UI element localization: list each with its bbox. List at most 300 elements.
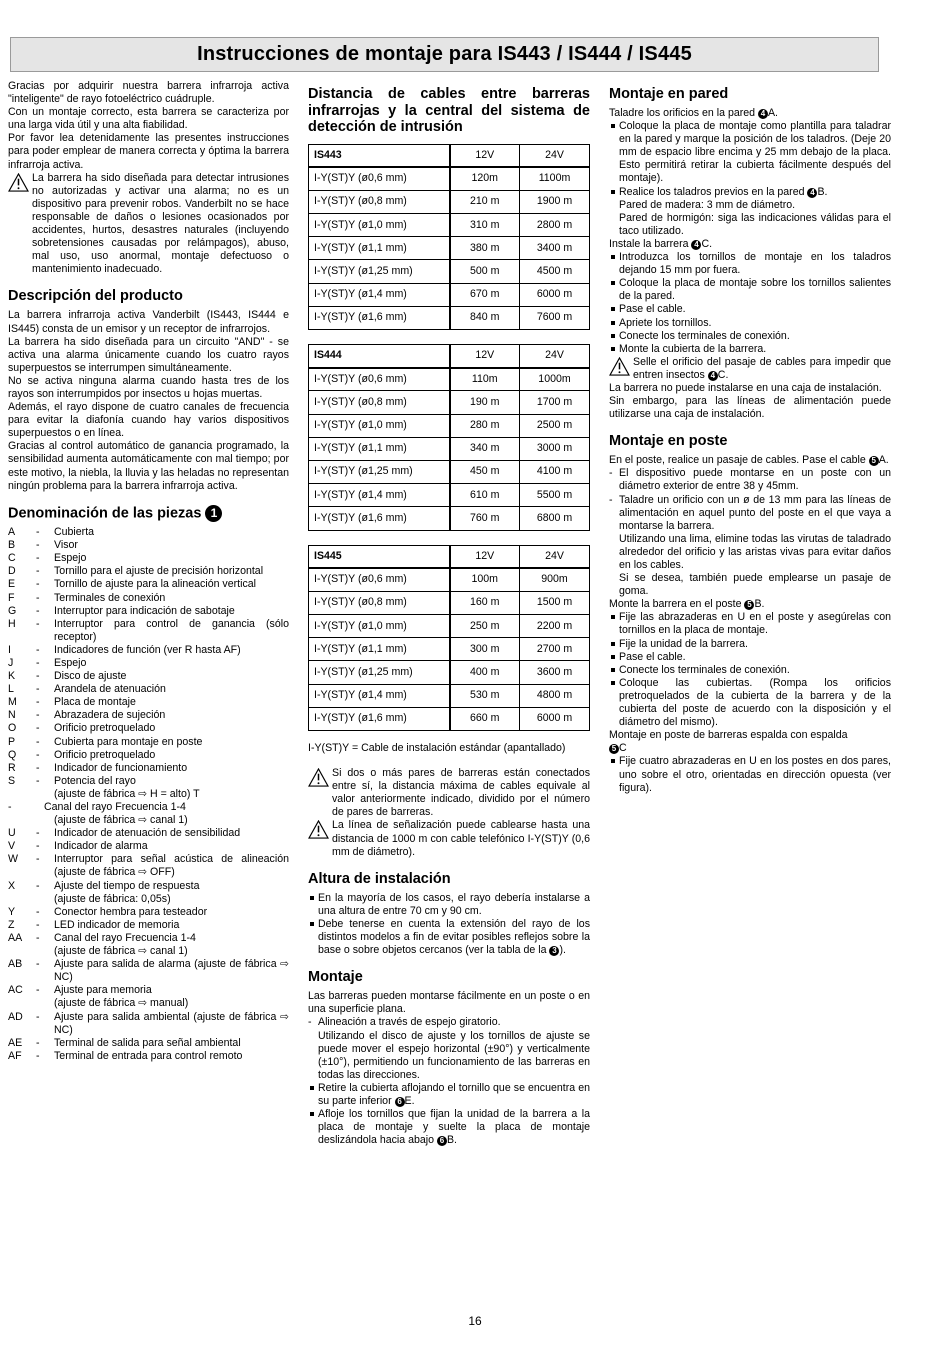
parts-list-item bbox=[8, 736, 289, 749]
parts-list-key: I bbox=[8, 643, 11, 656]
bullet-item: Fije cuatro abrazaderas en U en los postes en dos pares, uno sobre el otro, orientadas en dirección opuesta (ver figura). bbox=[609, 755, 891, 794]
parts-list-item bbox=[8, 880, 289, 893]
parts-list-key: D bbox=[8, 565, 16, 578]
bullet-text: Realice los taladros previos en la pared bbox=[619, 185, 808, 198]
parts-list-sep: - bbox=[36, 656, 40, 669]
parts-list-item bbox=[8, 853, 289, 879]
warning-icon bbox=[308, 820, 329, 839]
table-cell-24v: 6000 m bbox=[520, 283, 590, 306]
parts-list-item bbox=[8, 670, 289, 683]
parts-list-sep: - bbox=[36, 905, 40, 918]
parts-list-key: AD bbox=[8, 1010, 23, 1023]
parts-list-value: Arandela de atenuación bbox=[54, 683, 166, 696]
table-cell-24v: 6000 m bbox=[520, 707, 590, 730]
paragraph-text: A. bbox=[767, 107, 778, 119]
table-cell-12v: 280 m bbox=[450, 414, 520, 437]
table-row bbox=[309, 190, 590, 213]
table-cell-12v: 310 m bbox=[450, 214, 520, 237]
parts-list-item bbox=[8, 539, 289, 552]
table-header-cell: 24V bbox=[520, 345, 590, 368]
warning-text: La línea de señalización puede cablearse hasta una distancia de 1000 m con cable telefónico I-Y(ST)Y (0,6 mm de diámetro). bbox=[332, 819, 590, 858]
table-row bbox=[309, 237, 590, 260]
section-heading: Distancia de cables entre barreras infrarrojas y la central del sistema de detección de intrusión bbox=[308, 86, 590, 135]
figure-number-badge: 4 bbox=[758, 109, 768, 119]
table-cell-cable: I-Y(ST)Y (ø1,4 mm) bbox=[309, 283, 450, 306]
table-cell-12v: 120m bbox=[450, 167, 520, 190]
parts-list-value: Interruptor para control de ganancia (sólo receptor) bbox=[54, 617, 289, 643]
table-cell-cable: I-Y(ST)Y (ø1,1 mm) bbox=[309, 237, 450, 260]
parts-list-item bbox=[8, 932, 289, 945]
paragraph: Pared de hormigón: siga las indicaciones válidas para el taco utilizado. bbox=[619, 211, 891, 237]
table-cell-cable: I-Y(ST)Y (ø1,0 mm) bbox=[309, 214, 450, 237]
parts-list-value: Terminal de salida para señal ambiental bbox=[54, 1036, 241, 1049]
warning-note bbox=[609, 356, 891, 382]
section-heading-text: Denominación de las piezas bbox=[8, 505, 202, 522]
parts-list-item bbox=[8, 722, 289, 735]
page-number: 16 bbox=[468, 1314, 482, 1328]
parts-list-item bbox=[8, 801, 289, 814]
parts-list-value: Ajuste para memoria bbox=[54, 984, 152, 997]
table-cell-12v: 400 m bbox=[450, 661, 520, 684]
section-heading: Montaje en poste bbox=[609, 433, 728, 450]
table-row bbox=[309, 507, 590, 530]
parts-list-key bbox=[8, 893, 36, 906]
paragraph bbox=[609, 454, 891, 467]
parts-list-sep: - bbox=[36, 1036, 40, 1049]
warning-text: Si dos o más pares de barreras están conectados entre sí, la distancia máxima de cables equivale al valor anteriormente indicado, dividido por el número de pares de barreras. bbox=[332, 767, 590, 819]
parts-list-item bbox=[8, 1050, 289, 1063]
parts-list-sep: - bbox=[36, 958, 40, 971]
bullet-text: B. bbox=[817, 185, 828, 198]
bullet-text: ). bbox=[559, 944, 566, 957]
table-cell-24v: 4100 m bbox=[520, 460, 590, 483]
parts-list-sep: - bbox=[36, 552, 40, 565]
parts-list-sep: - bbox=[36, 643, 40, 656]
warning-note bbox=[8, 172, 289, 277]
table-cell-cable: I-Y(ST)Y (ø0,6 mm) bbox=[309, 568, 450, 591]
table-cell-12v: 530 m bbox=[450, 684, 520, 707]
paragraph bbox=[609, 238, 891, 251]
bullet-text: Debe tenerse en cuenta la extensión del rayo de los distintos modelos a fin de evitar posibles reflejos sobre la base o sobre objetos cercanos (ver la tabla de la bbox=[318, 917, 590, 957]
table-cell-cable: I-Y(ST)Y (ø1,1 mm) bbox=[309, 638, 450, 661]
table-header-cell: 12V bbox=[450, 144, 520, 167]
parts-list-sep: - bbox=[36, 565, 40, 578]
bullet-item: En la mayoría de los casos, el rayo debería instalarse a una altura de entre 70 cm y 90 cm. bbox=[308, 892, 590, 918]
parts-list-item bbox=[8, 814, 289, 827]
parts-list-value: Orificio pretroquelado bbox=[54, 722, 156, 735]
parts-list-value: Indicador de funcionamiento bbox=[54, 761, 188, 774]
table-row bbox=[309, 283, 590, 306]
parts-list-item bbox=[8, 1037, 289, 1050]
parts-list-sep: - bbox=[36, 578, 40, 591]
cable-tables bbox=[308, 144, 590, 732]
parts-list-key: K bbox=[8, 670, 16, 683]
parts-list-key: J bbox=[8, 656, 14, 669]
table-cell-24v: 4800 m bbox=[520, 684, 590, 707]
column-left bbox=[8, 80, 289, 1063]
parts-list-key: U bbox=[8, 827, 16, 840]
parts-list-key: V bbox=[8, 840, 16, 853]
table-row bbox=[309, 214, 590, 237]
table-cell-24v: 2800 m bbox=[520, 214, 590, 237]
paragraph-text: En el poste, realice un pasaje de cables. Pase el cable bbox=[609, 454, 869, 467]
table-cell-12v: 840 m bbox=[450, 306, 520, 329]
table-cell-24v: 1500 m bbox=[520, 591, 590, 614]
paragraph: Utilizando una lima, elimine todas las virutas de taladrado alrededor del orificio y las aristas vivas para evitar daños en los cables. bbox=[619, 532, 891, 571]
table-cell-12v: 100m bbox=[450, 568, 520, 591]
table-cell-cable: I-Y(ST)Y (ø1,0 mm) bbox=[309, 615, 450, 638]
warning-text: La barrera ha sido diseñada para detectar intrusiones no autorizadas y activar una alarma; no es un dispositivo para prevenir robos. Vanderbilt no se hace responsable de daños o lesiones ocasionados por accidentes, hurtos, desastres naturales (incluyendo sobretensiones causadas por relámpagos), abuso, mal uso, uso anormal, montaje defectuoso o mantenimiento inadecuado. bbox=[32, 171, 289, 276]
parts-list-key: G bbox=[8, 604, 17, 617]
table-cell-24v: 900m bbox=[520, 568, 590, 591]
paragraph: Utilizando el disco de ajuste y los tornillos de ajuste se puede mover el espejo horizontal (±90°) y verticalmente (±10°), permitiendo un funcionamiento de las barreras en todas las direcciones. bbox=[318, 1029, 590, 1081]
table-row bbox=[309, 437, 590, 460]
paragraph bbox=[609, 598, 891, 611]
cable-note: I-Y(ST)Y = Cable de instalación estándar (apantallado) bbox=[308, 742, 566, 754]
table-header-row bbox=[309, 545, 590, 568]
table-cell-12v: 670 m bbox=[450, 283, 520, 306]
table-cell-12v: 340 m bbox=[450, 437, 520, 460]
parts-list-sep: - bbox=[36, 526, 40, 539]
table-cell-12v: 660 m bbox=[450, 707, 520, 730]
section-heading: Descripción del producto bbox=[8, 288, 183, 305]
figure-number-badge: 1 bbox=[205, 505, 222, 522]
parts-list-sep: - bbox=[36, 840, 40, 853]
bullet-item: Conecte los terminales de conexión. bbox=[609, 664, 891, 677]
paragraph: Las barreras pueden montarse fácilmente en un poste o en una superficie plana. bbox=[308, 990, 590, 1016]
table-cell-cable: I-Y(ST)Y (ø1,0 mm) bbox=[309, 414, 450, 437]
parts-list-item bbox=[8, 683, 289, 696]
parts-list-item bbox=[8, 644, 289, 657]
warning-icon bbox=[8, 173, 29, 192]
parts-list-item bbox=[8, 958, 289, 984]
cable-distance-table bbox=[308, 344, 590, 531]
parts-list-item bbox=[8, 605, 289, 618]
parts-list-item bbox=[8, 788, 289, 801]
parts-list-key: R bbox=[8, 761, 16, 774]
intro-paragraph: Por favor lea detenidamente las presentes instrucciones para poder emplear de manera correcta y óptima la barrera infrarroja activa. bbox=[8, 132, 289, 171]
figure-number-badge: 6 bbox=[437, 1136, 447, 1146]
warning-icon bbox=[308, 768, 329, 787]
bullet-text: B. bbox=[446, 1134, 457, 1147]
paragraph-text: Instale la barrera bbox=[609, 237, 692, 250]
table-cell-cable: I-Y(ST)Y (ø1,6 mm) bbox=[309, 507, 450, 530]
parts-list-sep: - bbox=[36, 696, 40, 709]
table-cell-24v: 2700 m bbox=[520, 638, 590, 661]
parts-list-item bbox=[8, 696, 289, 709]
parts-list-sep: - bbox=[36, 722, 40, 735]
parts-list-key: F bbox=[8, 591, 15, 604]
bullet-item: Coloque la placa de montaje como plantilla para taladrar en la pared y marque la posición de los taladros. (Deje 20 mm de espacio libre encima y 25 mm debajo de la placa. Esto permitirá retirar la cubierta fácilmente después del montaje). bbox=[609, 120, 891, 185]
parts-list-key: Q bbox=[8, 748, 17, 761]
parts-list-key: - bbox=[8, 801, 12, 814]
parts-list-key: C bbox=[8, 552, 16, 565]
parts-list-sep bbox=[36, 788, 54, 801]
parts-list-key: AE bbox=[8, 1036, 23, 1049]
table-cell-12v: 250 m bbox=[450, 615, 520, 638]
parts-list-sep: - bbox=[36, 931, 40, 944]
parts-list-value: Abrazadera de sujeción bbox=[54, 709, 166, 722]
parts-list-item bbox=[8, 945, 289, 958]
paragraph bbox=[609, 729, 891, 755]
parts-list-key: M bbox=[8, 696, 17, 709]
parts-list-item bbox=[8, 552, 289, 565]
table-cell-12v: 160 m bbox=[450, 591, 520, 614]
paragraph: Gracias al control automático de ganancia programado, la sensibilidad aumenta automáticamente con mal tiempo; por este motivo, la niebla, la lluvia y las heladas no representan ningún problema para la barrera infrarroja activa. bbox=[8, 440, 289, 492]
section-heading bbox=[8, 505, 289, 522]
table-cell-24v: 1900 m bbox=[520, 190, 590, 213]
parts-list-value: Indicador de atenuación de sensibilidad bbox=[54, 827, 241, 840]
bullet-text: E. bbox=[404, 1094, 415, 1107]
parts-list-key: S bbox=[8, 774, 16, 787]
parts-list-sep: - bbox=[36, 774, 40, 787]
dash-text: Alineación a través de espejo giratorio. bbox=[318, 1016, 501, 1029]
table-row bbox=[309, 414, 590, 437]
parts-list bbox=[8, 526, 289, 1063]
table-header-cell: 24V bbox=[520, 144, 590, 167]
parts-list-sep: - bbox=[36, 1049, 40, 1062]
parts-list-sep bbox=[36, 814, 54, 827]
parts-list-sep: - bbox=[36, 709, 40, 722]
parts-list-item bbox=[8, 592, 289, 605]
table-cell-12v: 760 m bbox=[450, 507, 520, 530]
warning-note bbox=[308, 767, 590, 819]
parts-list-value: (ajuste de fábrica: 0,05s) bbox=[54, 892, 171, 905]
paragraph: La barrera infrarroja activa Vanderbilt (IS443, IS444 e IS445) consta de un emisor y un receptor de infrarrojos. bbox=[8, 309, 289, 335]
paragraph: La barrera ha sido diseñada para un circuito "AND" - se activa una alarma únicamente cuando los cuatro rayos superpuestos se interrumpen simultáneamente. bbox=[8, 335, 289, 374]
dash-text: El dispositivo puede montarse en un poste con un diámetro exterior de entre 38 y 45mm. bbox=[619, 467, 891, 493]
parts-list-item bbox=[8, 1011, 289, 1037]
bullet-text: Retire la cubierta aflojando el tornillo que se encuentra en su parte inferior bbox=[318, 1081, 590, 1107]
figure-number-badge: 4 bbox=[691, 240, 701, 250]
bullet-item: Fije la unidad de la barrera. bbox=[609, 638, 891, 651]
bullet-item: Conecte los terminales de conexión. bbox=[609, 330, 891, 343]
paragraph-text: Monte la barrera en el poste bbox=[609, 598, 745, 611]
parts-list-key: AB bbox=[8, 958, 23, 971]
paragraph: Además, el rayo dispone de cuatro canales de frecuencia para evitar la diafonía cuando hay varios dispositivos superpuestos o en línea. bbox=[8, 401, 289, 440]
table-row bbox=[309, 391, 590, 414]
parts-list-value: Espejo bbox=[54, 552, 87, 565]
table-row bbox=[309, 568, 590, 591]
table-cell-cable: I-Y(ST)Y (ø0,8 mm) bbox=[309, 190, 450, 213]
parts-list-value: Orificio pretroquelado bbox=[54, 748, 156, 761]
bullet-item: Coloque la placa de montaje sobre los tornillos salientes de la pared. bbox=[609, 277, 891, 303]
parts-list-sep bbox=[36, 945, 54, 958]
parts-list-key: H bbox=[8, 617, 16, 630]
table-row bbox=[309, 684, 590, 707]
paragraph-text: Taladre los orificios en la pared bbox=[609, 107, 758, 119]
parts-list-item bbox=[8, 919, 289, 932]
parts-list-key: AA bbox=[8, 931, 23, 944]
table-row bbox=[309, 460, 590, 483]
table-cell-24v: 5500 m bbox=[520, 484, 590, 507]
paragraph: No se activa ninguna alarma cuando hasta tres de los rayos son interrumpidos por insectos u hojas muertas. bbox=[8, 374, 289, 400]
parts-list-item bbox=[8, 893, 289, 906]
table-cell-12v: 610 m bbox=[450, 484, 520, 507]
bullet-text: Afloje los tornillos que fijan la unidad de la barrera a la placa de montaje y suelte la placa de montaje deslizándola hacia abajo bbox=[318, 1108, 590, 1147]
parts-list-value: Canal del rayo Frecuencia 1-4 bbox=[44, 801, 186, 814]
table-row bbox=[309, 306, 590, 329]
figure-number-badge: 3 bbox=[549, 946, 559, 956]
cable-distance-table bbox=[308, 545, 590, 732]
table-cell-24v: 7600 m bbox=[520, 306, 590, 329]
table-row bbox=[309, 661, 590, 684]
table-cell-24v: 2200 m bbox=[520, 615, 590, 638]
table-header-row bbox=[309, 345, 590, 368]
table-model-cell: IS444 bbox=[309, 345, 450, 368]
paragraph-text: B. bbox=[754, 598, 765, 611]
table-header-cell: 12V bbox=[450, 545, 520, 568]
table-cell-cable: I-Y(ST)Y (ø0,8 mm) bbox=[309, 391, 450, 414]
table-cell-cable: I-Y(ST)Y (ø0,6 mm) bbox=[309, 167, 450, 190]
bullet-item: Introduzca los tornillos de montaje en los taladros dejando 15 mm por fuera. bbox=[609, 251, 891, 277]
table-cell-cable: I-Y(ST)Y (ø1,4 mm) bbox=[309, 484, 450, 507]
parts-list-sep: - bbox=[36, 748, 40, 761]
parts-list-key: L bbox=[8, 683, 14, 696]
table-model-cell: IS443 bbox=[309, 144, 450, 167]
parts-list-sep: - bbox=[36, 735, 40, 748]
parts-list-sep bbox=[36, 893, 54, 906]
figure-number-badge: 4 bbox=[708, 371, 718, 381]
figure-number-badge: 5 bbox=[869, 456, 879, 466]
parts-list-value: Terminales de conexión bbox=[54, 591, 166, 604]
parts-list-value: Potencia del rayo bbox=[54, 774, 136, 787]
table-header-cell: 12V bbox=[450, 345, 520, 368]
parts-list-value: Disco de ajuste bbox=[54, 670, 127, 683]
parts-list-sep: - bbox=[36, 761, 40, 774]
table-cell-12v: 300 m bbox=[450, 638, 520, 661]
dash-item: - Taladre un orificio con un ø de 13 mm para las líneas de alimentación en aquel punto del poste en el que vaya a montarse la barrera. bbox=[609, 493, 891, 532]
table-cell-cable: I-Y(ST)Y (ø1,25 mm) bbox=[309, 260, 450, 283]
table-cell-cable: I-Y(ST)Y (ø1,25 mm) bbox=[309, 661, 450, 684]
table-cell-24v: 1000m bbox=[520, 368, 590, 391]
parts-list-key: E bbox=[8, 578, 16, 591]
table-cell-24v: 3400 m bbox=[520, 237, 590, 260]
table-row bbox=[309, 707, 590, 730]
parts-list-sep bbox=[26, 801, 44, 814]
parts-list-value: Interruptor para señal acústica de alineación (ajuste de fábrica ⇨ OFF) bbox=[54, 853, 289, 879]
parts-list-key: W bbox=[8, 853, 18, 866]
table-row bbox=[309, 591, 590, 614]
table-cell-12v: 110m bbox=[450, 368, 520, 391]
table-cell-cable: I-Y(ST)Y (ø0,6 mm) bbox=[309, 368, 450, 391]
parts-list-sep: - bbox=[36, 984, 40, 997]
parts-list-item bbox=[8, 906, 289, 919]
table-cell-12v: 210 m bbox=[450, 190, 520, 213]
bullet-item bbox=[308, 1108, 590, 1147]
parts-list-sep: - bbox=[36, 918, 40, 931]
parts-list-item bbox=[8, 578, 289, 591]
parts-list-item bbox=[8, 984, 289, 997]
parts-list-key bbox=[8, 945, 36, 958]
figure-number-badge: 5 bbox=[609, 744, 619, 754]
table-model-cell: IS445 bbox=[309, 545, 450, 568]
parts-list-key: P bbox=[8, 735, 16, 748]
parts-list-key: A bbox=[8, 526, 16, 539]
dash-item: - Alineación a través de espejo giratorio. bbox=[308, 1016, 501, 1029]
parts-list-item bbox=[8, 526, 289, 539]
parts-list-key: AC bbox=[8, 984, 23, 997]
table-cell-12v: 190 m bbox=[450, 391, 520, 414]
table-cell-12v: 450 m bbox=[450, 460, 520, 483]
table-cell-cable: I-Y(ST)Y (ø1,25 mm) bbox=[309, 460, 450, 483]
parts-list-key bbox=[8, 814, 36, 827]
parts-list-item bbox=[8, 775, 289, 788]
parts-list-sep: - bbox=[36, 879, 40, 892]
paragraph-text: A. bbox=[878, 454, 889, 467]
parts-list-value: Espejo bbox=[54, 656, 87, 669]
intro-paragraph: Con un montaje correcto, esta barrera se caracteriza por una larga vida útil y una alta fiabilidad. bbox=[8, 106, 289, 132]
parts-list-item bbox=[8, 657, 289, 670]
parts-list-value: Ajuste para salida de alarma (ajuste de fábrica ⇨ NC) bbox=[54, 958, 289, 984]
warning-note bbox=[308, 819, 590, 858]
table-cell-24v: 4500 m bbox=[520, 260, 590, 283]
parts-list-item bbox=[8, 749, 289, 762]
bullet-item bbox=[609, 186, 891, 199]
paragraph: Si se desea, también puede emplearse un pasaje de goma. bbox=[619, 572, 891, 598]
paragraph: Pared de madera: 3 mm de diámetro. bbox=[619, 198, 796, 211]
parts-list-value: Conector hembra para testeador bbox=[54, 905, 208, 918]
bullet-item: Pase el cable. bbox=[609, 651, 891, 664]
parts-list-value: LED indicador de memoria bbox=[54, 918, 180, 931]
warning-icon bbox=[609, 357, 630, 376]
warning-text-part: C. bbox=[717, 368, 729, 381]
parts-list-value: Cubierta para montaje en poste bbox=[54, 735, 203, 748]
table-cell-cable: I-Y(ST)Y (ø0,8 mm) bbox=[309, 591, 450, 614]
bullet-item bbox=[308, 1082, 590, 1108]
parts-list-item bbox=[8, 840, 289, 853]
parts-list-value: Tornillo para el ajuste de precisión horizontal bbox=[54, 565, 264, 578]
parts-list-value: (ajuste de fábrica ⇨ H = alto) T bbox=[54, 787, 200, 800]
parts-list-key: N bbox=[8, 709, 16, 722]
bullet-item: Coloque las cubiertas. (Rompa los orificios pretroquelados de la cubierta de la barrera y de la cubierta del poste de acuerdo con la disposición y el diámetro del mismo). bbox=[609, 677, 891, 729]
parts-list-sep: - bbox=[36, 683, 40, 696]
figure-number-badge: 5 bbox=[744, 600, 754, 610]
parts-list-item bbox=[8, 997, 289, 1010]
page-title: Instrucciones de montaje para IS443 / IS444 / IS445 bbox=[10, 37, 879, 72]
paragraph bbox=[609, 107, 891, 120]
parts-list-sep: - bbox=[36, 853, 40, 866]
bullet-item: Fije las abrazaderas en U en el poste y asegúrelas con tornillos en la placa de montaje. bbox=[609, 611, 891, 637]
parts-list-sep: - bbox=[36, 827, 40, 840]
parts-list-value: (ajuste de fábrica ⇨ canal 1) bbox=[54, 814, 188, 827]
parts-list-value: Indicadores de función (ver R hasta AF) bbox=[54, 643, 241, 656]
table-row bbox=[309, 484, 590, 507]
parts-list-value: (ajuste de fábrica ⇨ canal 1) bbox=[54, 945, 188, 958]
parts-list-item bbox=[8, 709, 289, 722]
column-right bbox=[609, 86, 891, 795]
parts-list-key: Z bbox=[8, 918, 15, 931]
table-cell-cable: I-Y(ST)Y (ø1,6 mm) bbox=[309, 306, 450, 329]
table-row bbox=[309, 167, 590, 190]
parts-list-key: Y bbox=[8, 905, 16, 918]
parts-list-item bbox=[8, 762, 289, 775]
parts-list-value: Indicador de alarma bbox=[54, 840, 148, 853]
parts-list-sep bbox=[36, 997, 54, 1010]
table-header-row bbox=[309, 144, 590, 167]
parts-list-item bbox=[8, 827, 289, 840]
parts-list-item bbox=[8, 565, 289, 578]
parts-list-value: Ajuste del tiempo de respuesta bbox=[54, 879, 200, 892]
parts-list-value: Placa de montaje bbox=[54, 696, 136, 709]
parts-list-value: (ajuste de fábrica ⇨ manual) bbox=[54, 997, 189, 1010]
bullet-item bbox=[308, 918, 590, 957]
table-cell-24v: 6800 m bbox=[520, 507, 590, 530]
warning-text bbox=[633, 356, 891, 382]
parts-list-value: Interruptor para indicación de sabotaje bbox=[54, 604, 235, 617]
table-cell-12v: 500 m bbox=[450, 260, 520, 283]
table-cell-24v: 1700 m bbox=[520, 391, 590, 414]
